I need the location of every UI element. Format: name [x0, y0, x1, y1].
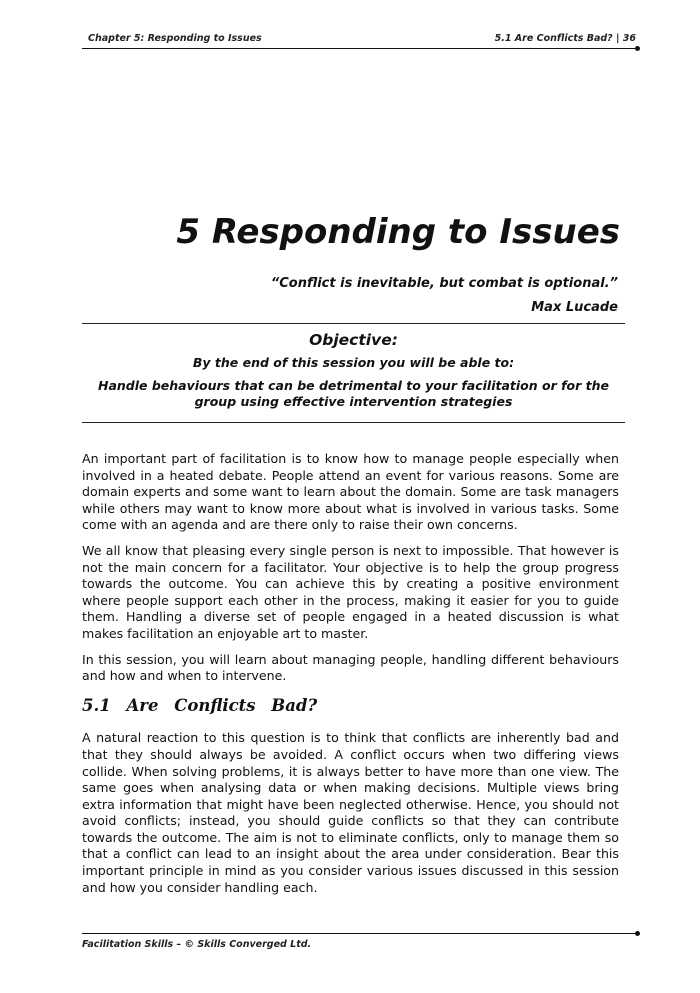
footer-rule-dot — [635, 931, 640, 936]
header-rule-dot — [635, 46, 640, 51]
header-section-page: 5.1 Are Conflicts Bad? | 36 — [494, 33, 636, 44]
objective-intro: By the end of this session you will be able to: — [192, 355, 515, 370]
quote-author: Max Lucade — [531, 300, 618, 315]
page-header — [82, 31, 638, 49]
section-heading: 5.1 Are Conflicts Bad? — [82, 695, 318, 715]
paragraph: An important part of facilitation is to know how to manage people especially when involved in a heated debate. People attend an event for various reasons. Some are domain experts and some want to learn about the domain. Some are task managers while others may want to know more about what is involved in various tasks. Some come with an agenda and are there only to raise their own concerns. — [82, 451, 619, 533]
objective-box — [82, 323, 625, 423]
body-text — [82, 451, 619, 905]
objective-description: Handle behaviours that can be detrimental to your facilitation or for the group using effective intervention strategies — [97, 378, 609, 409]
paragraph: In this session, you will learn about managing people, handling different behaviours and how and when to intervene. — [82, 651, 619, 684]
footer-rule — [82, 933, 638, 934]
page-footer: Facilitation Skills – © Skills Converged Ltd. — [82, 939, 312, 950]
chapter-title: 5 Responding to Issues — [176, 212, 620, 252]
header-rule — [82, 48, 638, 49]
header-chapter: Chapter 5: Responding to Issues — [88, 33, 262, 44]
section-paragraph: A natural reaction to this question is to think that conflicts are inherently bad and that they should always be avoided. A conflict occurs when two differing views collide. When solving problems, it is always better to have more than one view. The same goes when analysing data or when making decisions. Multiple views bring extra information that might have been neglected otherwise. Hence, you should not avoid conflicts; instead, you should guide conflicts so that they can contribute towards the outcome. The aim is not to eliminate conflicts, only to manage them so that a conflict can lead to an insight about the area under consideration. Bear this important principle in mind as you consider various issues discussed in this session and how you consider handling each. — [82, 730, 619, 895]
paragraph: We all know that pleasing every single person is next to impossible. That however is not the main concern for a facilitator. Your objective is to help the group progress towards the outcome. You can achieve this by creating a positive environment where people support each other in the process, making it easier for you to guide them. Handling a diverse set of people engaged in a heated discussion is what makes facilitation an enjoyable art to master. — [82, 542, 619, 641]
objective-heading: Objective: — [309, 331, 398, 349]
chapter-quote: “Conflict is inevitable, but combat is optional.” — [270, 276, 618, 291]
